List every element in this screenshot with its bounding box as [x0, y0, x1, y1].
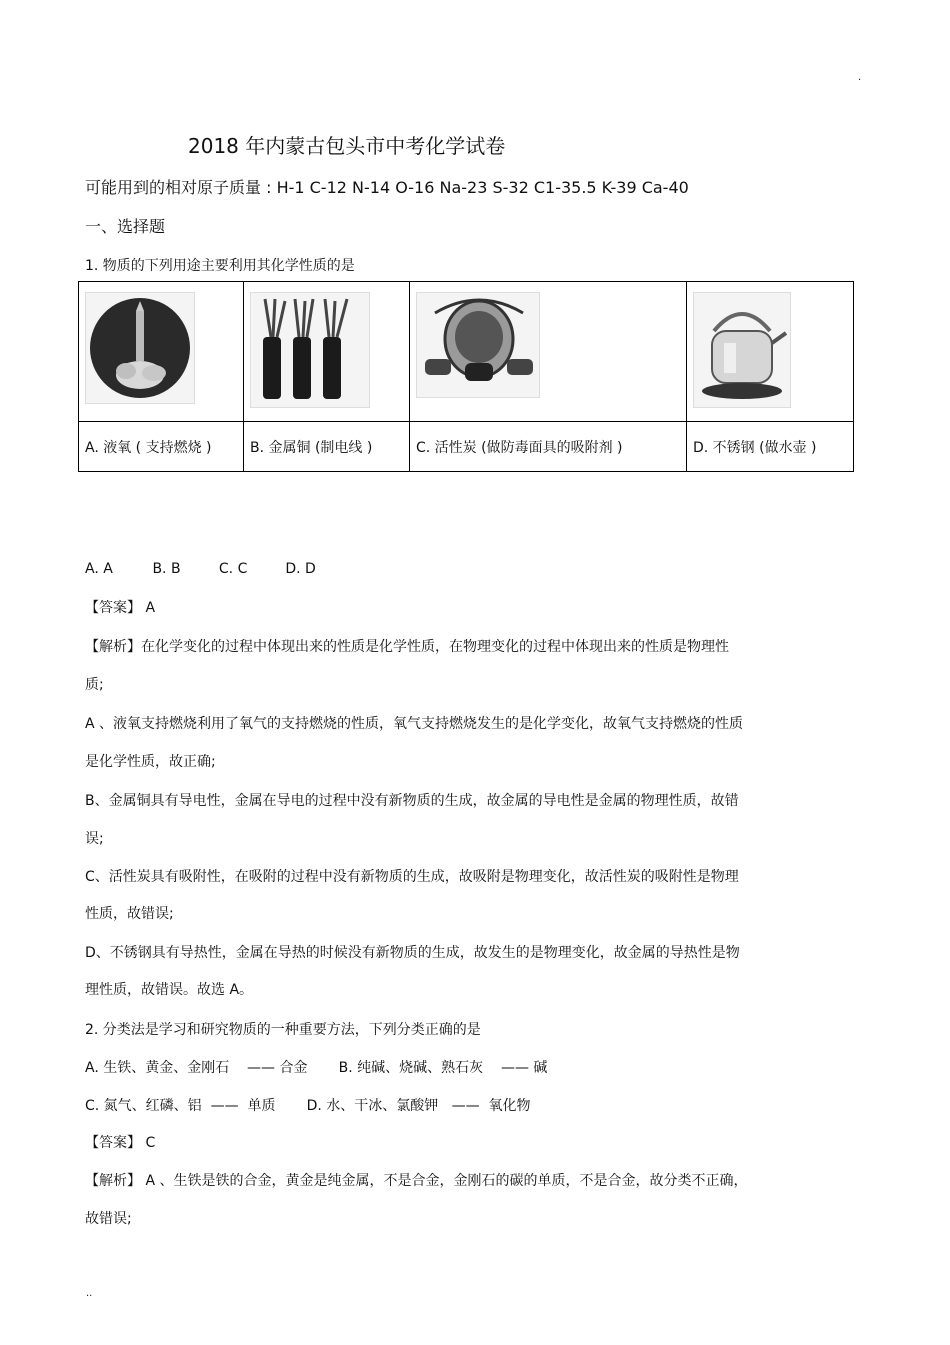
q2-options-row-1: A. 生铁、黄金、金刚石 —— 合金 B. 纯碱、烧碱、熟石灰 —— 碱 — [85, 1060, 548, 1076]
q1-image-cell-b — [244, 282, 410, 422]
q1-analysis-line-8: 性质，故错误; — [85, 906, 174, 922]
top-dot: . — [858, 72, 862, 83]
q1-answer-options — [85, 561, 316, 577]
q1-image-cell-a — [79, 282, 244, 422]
q1-caption-b: B. 金属铜 (制电线 ) — [244, 422, 410, 472]
q1-option-d: D. D — [285, 561, 316, 577]
q1-caption-a: A. 液氧 ( 支持燃烧 ) — [79, 422, 244, 472]
q1-answer: 【答案】 A — [85, 600, 156, 616]
q1-option-a: A. A — [85, 561, 113, 577]
q1-analysis-line-4: 是化学性质，故正确; — [85, 754, 216, 770]
bottom-dots: .. — [86, 1288, 93, 1299]
q1-analysis-line-7: C、活性炭具有吸附性，在吸附的过程中没有新物质的生成，故吸附是物理变化，故活性炭的吸附性是物理 — [85, 869, 739, 885]
section-heading: 一、选择题 — [85, 217, 166, 236]
rocket-launch-photo — [85, 292, 195, 404]
q1-option-b: B. B — [152, 561, 181, 577]
q1-analysis-line-2: 质; — [85, 677, 104, 693]
q1-caption-c: C. 活性炭 (做防毒面具的吸附剂 ) — [410, 422, 687, 472]
atomic-mass-line: 可能用到的相对原子质量 : H-1 C-12 N-14 O-16 Na-23 S-32 C1-35.5 K-39 Ca-40 — [85, 178, 689, 197]
q1-analysis-line-5: B、金属铜具有导电性，金属在导电的过程中没有新物质的生成，故金属的导电性是金属的物理性质，故错 — [85, 793, 739, 809]
q1-analysis-line-6: 误; — [85, 831, 104, 847]
q1-analysis-line-1: 【解析】在化学变化的过程中体现出来的性质是化学性质，在物理变化的过程中体现出来的性质是物理性 — [85, 639, 729, 655]
gas-mask-photo — [416, 292, 540, 398]
page-title: 2018 年内蒙古包头市中考化学试卷 — [188, 134, 506, 158]
copper-wire-photo — [250, 292, 370, 408]
q1-question: 1. 物质的下列用途主要利用其化学性质的是 — [85, 258, 355, 274]
q2-question: 2. 分类法是学习和研究物质的一种重要方法，下列分类正确的是 — [85, 1022, 481, 1038]
kettle-photo — [693, 292, 791, 408]
q1-image-cell-d — [687, 282, 854, 422]
q1-caption-d: D. 不锈钢 (做水壶 ) — [687, 422, 854, 472]
q1-analysis-line-10: 理性质，故错误。故选 A。 — [85, 982, 254, 998]
q1-analysis-line-9: D、不锈钢具有导热性，金属在导热的时候没有新物质的生成，故发生的是物理变化，故金属的导热性是物 — [85, 945, 740, 961]
q2-options-row-2: C. 氮气、红磷、铝 —— 单质 D. 水、干冰、氯酸钾 —— 氧化物 — [85, 1098, 531, 1114]
q1-option-c: C. C — [218, 561, 248, 577]
q2-answer: 【答案】 C — [85, 1135, 156, 1151]
q1-options-table — [78, 281, 854, 472]
q2-analysis-line-1: 【解析】 A 、生铁是铁的合金，黄金是纯金属，不是合金，金刚石的碳的单质，不是合金，故分类不正确， — [85, 1173, 748, 1189]
q2-analysis-line-2: 故错误; — [85, 1211, 132, 1227]
q1-analysis-line-3: A 、液氧支持燃烧利用了氧气的支持燃烧的性质，氧气支持燃烧发生的是化学变化，故氧气支持燃烧的性质 — [85, 716, 744, 732]
q1-image-cell-c — [410, 282, 687, 422]
